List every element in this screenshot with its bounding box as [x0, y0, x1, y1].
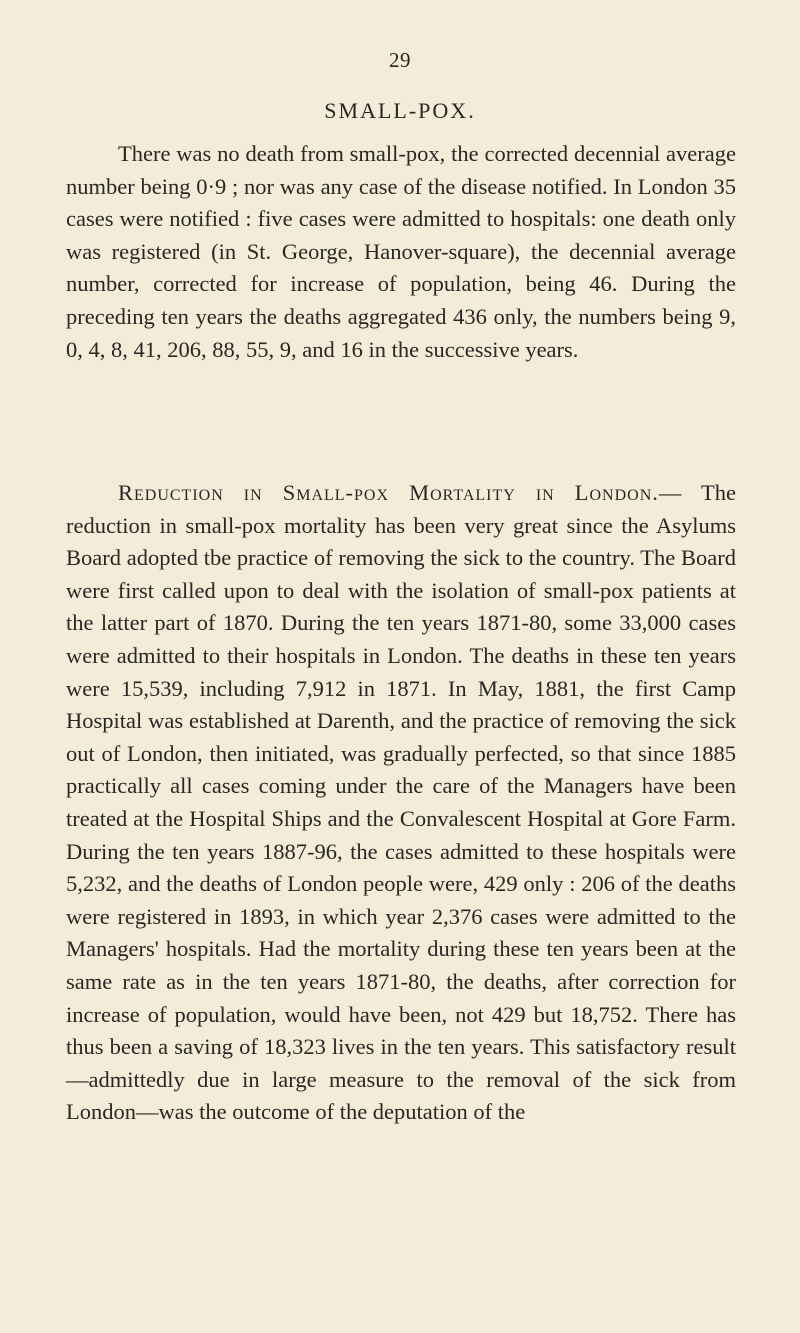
- paragraph-body: The reduction in small-pox mortality has been very great since the Asylums Board adopted tbe practice of removing the sick to the country. The Board were first called upon to deal with the isolation of small-pox patients at the latter part of 1870. During the ten years 1871-80, some 33,000 cases were admitted to their hospitals in London. The deaths in these ten years were 15,539, including 7,912 in 1871. In May, 1881, the first Camp Hospital was established at Darenth, and the practice of removing the sick out of London, then initiated, was gradually perfected, so that since 1885 practically all cases coming under the care of the Managers have been treated at the Hospital Ships and the Convalescent Hospital at Gore Farm. During the ten years 1887-96, the cases admitted to these hospitals were 5,232, and the deaths of London people were, 429 only : 206 of the deaths were registered in 1893, in which year 2,376 cases were admitted to the Managers' hospitals. Had the mortality during these ten years been at the same rate as in the ten years 1871-80, the deaths, after correction for increase of population, would have been, not 429 but 18,752. There has thus been a saving of 18,323 lives in the ten years. This satisfactory result—admittedly due in large measure to the removal of the sick from London—was the outcome of the deputation of the: [66, 480, 736, 1125]
- inline-heading: Reduction in Small-pox Mortality in London.—: [118, 480, 683, 505]
- paragraph-smallpox-summary: There was no death from small-pox, the corrected decennial average number being 0·9 ; nor was any case of the disease notified. In London 35 cases were notified : five cases were admitted to hospitals: one death only was registered (in St. George, Hanover-square), the decennial average number, corrected for increase of population, being 46. During the preceding ten years the deaths aggregated 436 only, the numbers being 9, 0, 4, 8, 41, 206, 88, 55, 9, and 16 in the successive years.: [66, 141, 736, 362]
- section-title: SMALL-POX.: [324, 98, 476, 123]
- paragraph-reduction-mortality: [66, 477, 736, 1129]
- page-number: 29: [389, 48, 411, 72]
